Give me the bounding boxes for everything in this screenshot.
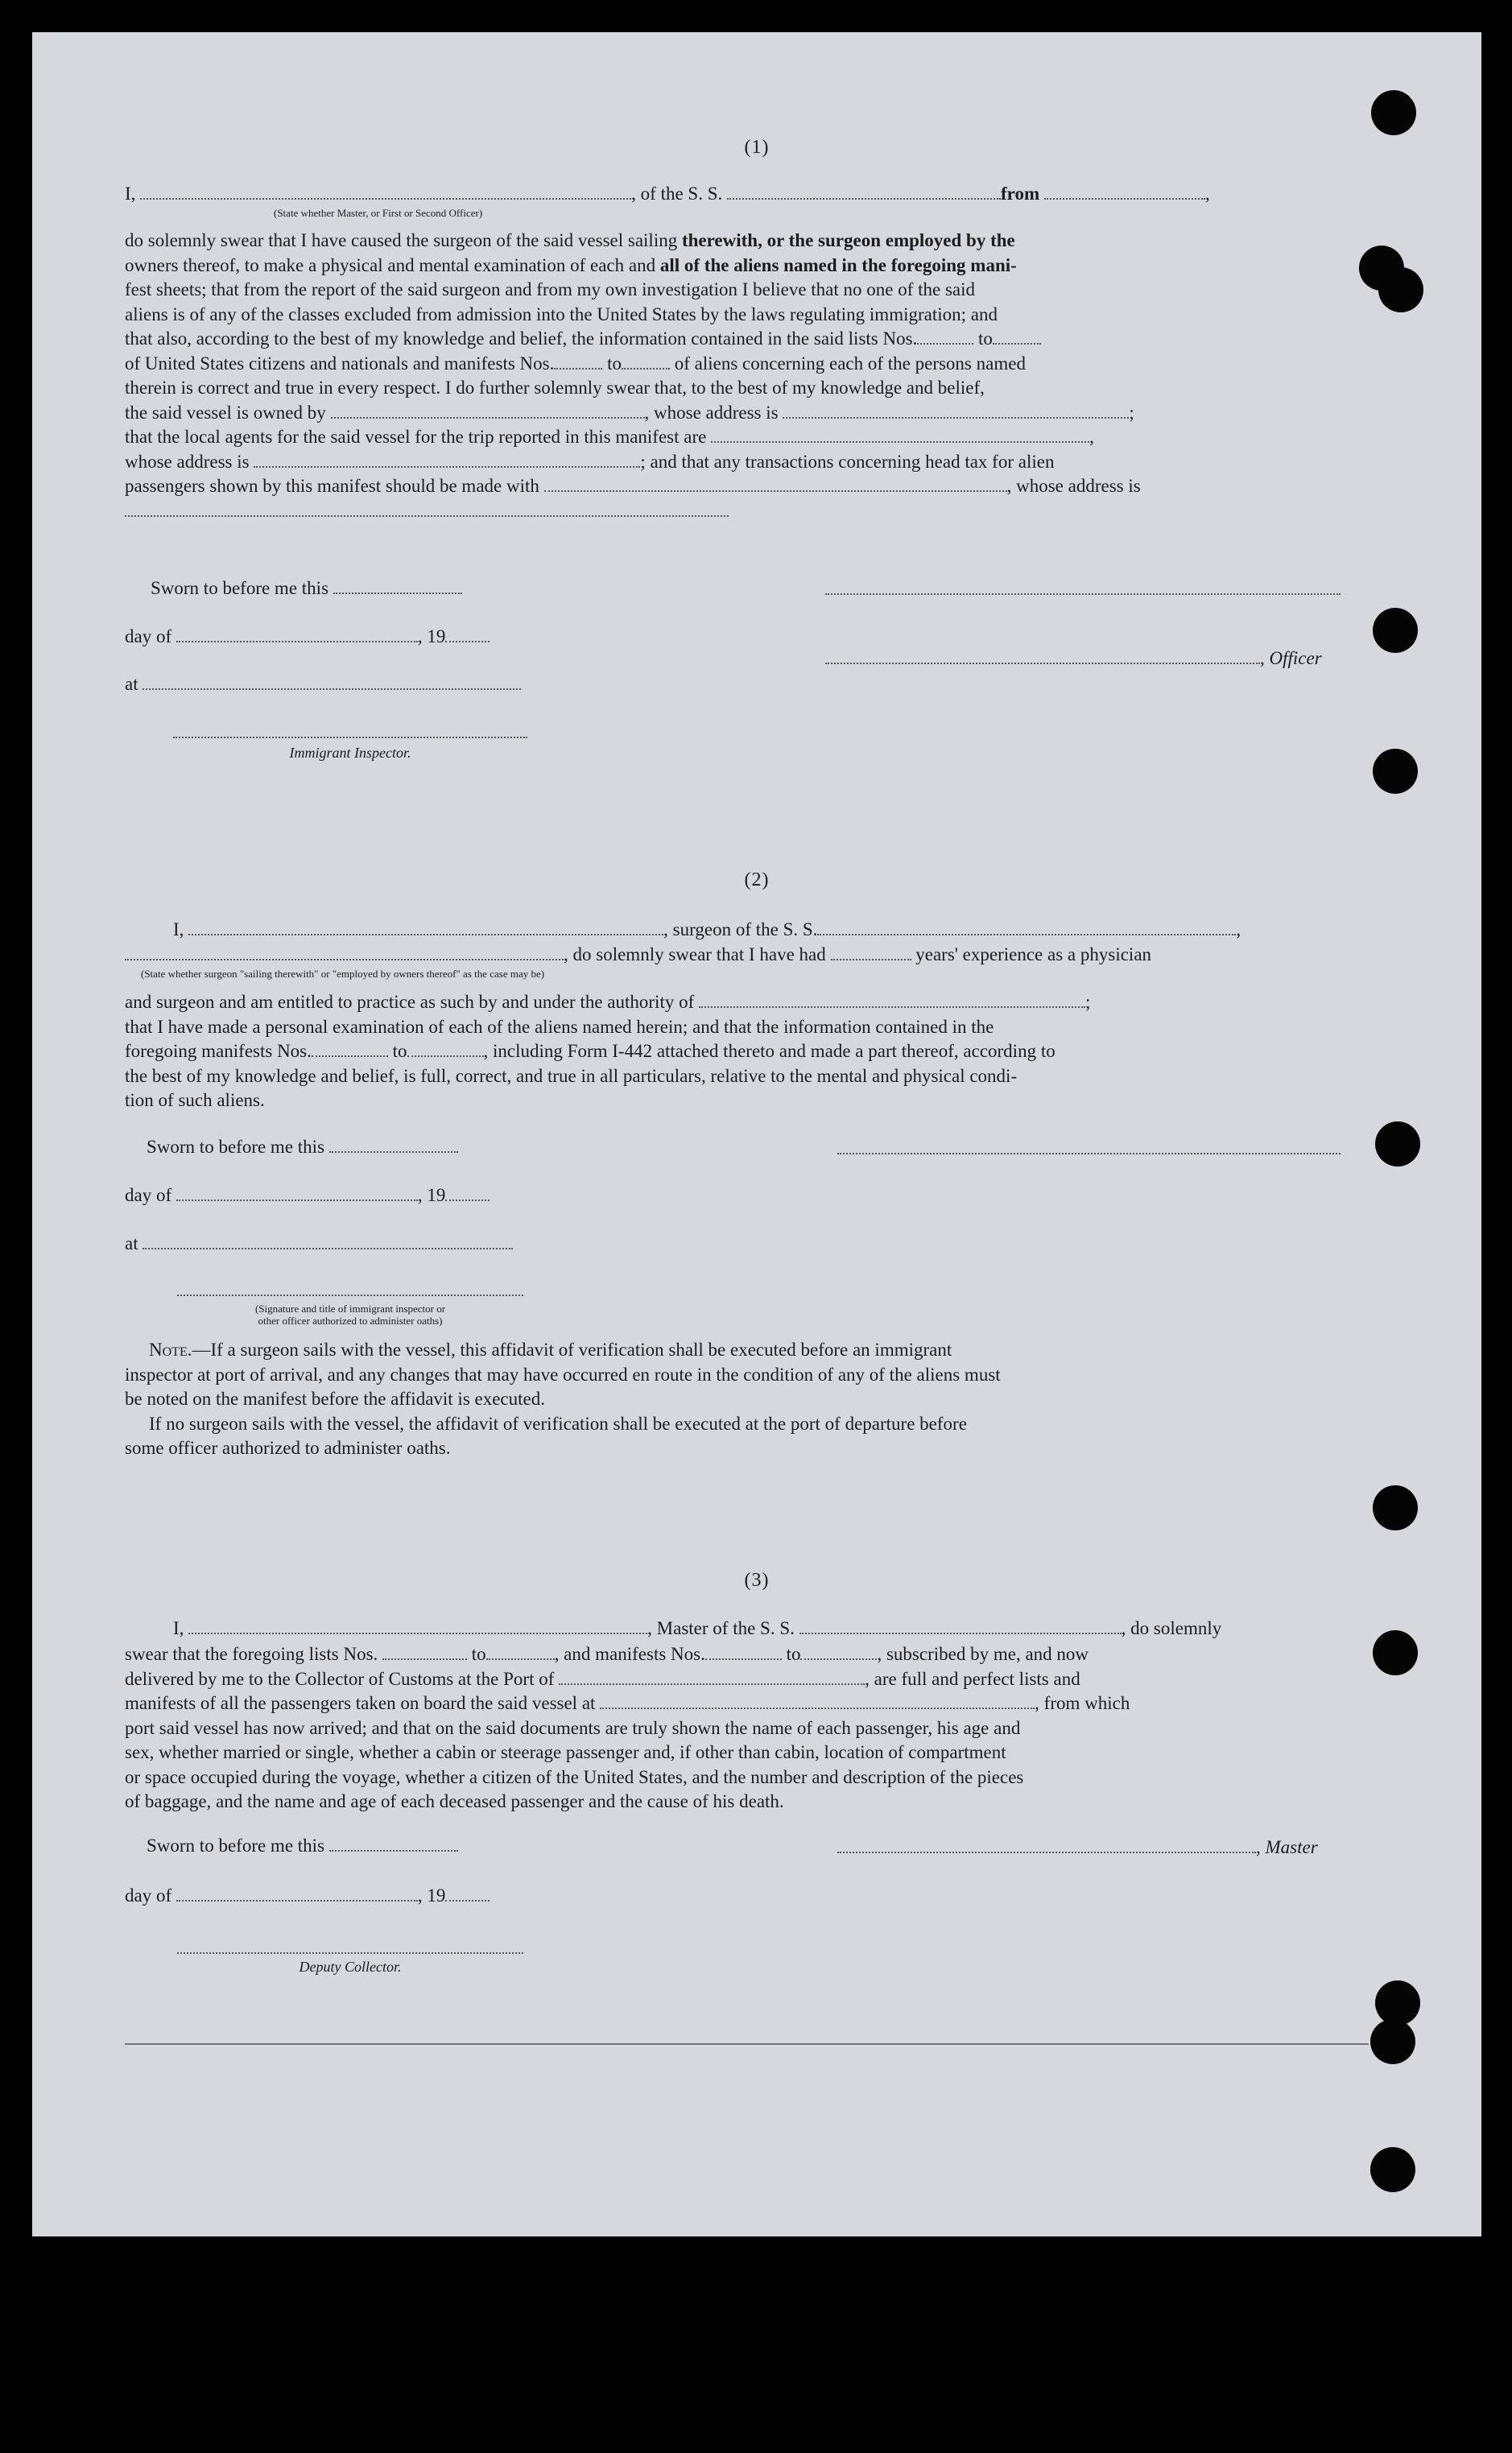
rank-note: (State whether Master, or First or Second Officer) (274, 207, 483, 219)
punch-hole (1370, 2147, 1415, 2192)
from-field[interactable] (1044, 184, 1205, 200)
master-lists-from-field[interactable] (382, 1644, 467, 1660)
authority-field[interactable] (699, 992, 1085, 1008)
place-field-2[interactable] (143, 1233, 513, 1249)
year-field[interactable] (445, 626, 490, 642)
punch-hole (1373, 1485, 1418, 1530)
punch-hole (1375, 1980, 1420, 2026)
punch-hole (1370, 2019, 1415, 2064)
punch-hole (1373, 749, 1418, 794)
manifests-to-field[interactable] (622, 353, 670, 370)
surgeon-name-field[interactable] (188, 919, 663, 935)
place-field[interactable] (143, 674, 521, 690)
collector-signature-line[interactable] (177, 1952, 523, 1954)
signature-line[interactable] (825, 593, 1341, 595)
sworn-day-field-2[interactable] (329, 1137, 458, 1153)
year-field-2[interactable] (445, 1185, 490, 1201)
master-lists-to-field[interactable] (486, 1644, 555, 1660)
section-3-sworn: Sworn to before me this (147, 1836, 458, 1856)
punch-hole (1371, 90, 1416, 135)
section-1-line1: I, , of the S. S. from , (125, 184, 1210, 204)
section-3-master: , Master (837, 1837, 1318, 1858)
section-1-day: day of , 19 (125, 626, 490, 647)
surgeon-signature-line[interactable] (837, 1153, 1341, 1154)
authorized-officer-signature-line[interactable] (177, 1295, 523, 1296)
surgeon-manifests-from-field[interactable] (312, 1041, 388, 1057)
month-field-3[interactable] (176, 1885, 418, 1902)
section-3-number: (3) (744, 1570, 770, 1591)
inspector-signature-line[interactable] (173, 737, 527, 738)
master-vessel-field[interactable] (799, 1618, 1122, 1634)
name-field[interactable] (140, 184, 631, 200)
surgeon-note: (State whether surgeon "sailing therewith" or "employed by owners thereof" as the case may be) (141, 968, 545, 980)
embark-port-field[interactable] (600, 1693, 1035, 1709)
surgeon-manifests-to-field[interactable] (407, 1041, 484, 1057)
manifests-from-field[interactable] (554, 353, 602, 370)
master-name-field[interactable] (188, 1618, 647, 1634)
section-2-body: and surgeon and am entitled to practice as such by and under the authority of ; that I have made a personal examination of each of the aliens named herein; and that the information contained in the foregoing manifests Nos. to , including Form I-442 attached thereto and made a part thereof, according to the best of my knowledge and belief, is full, correct, and true in all particulars, relative to the mental and physical condi- tion of such aliens. (125, 992, 1091, 1110)
section-1-sworn: Sworn to before me this (151, 578, 462, 599)
master-manifests-to-field[interactable] (800, 1644, 877, 1660)
surgeon-type-field[interactable] (125, 944, 564, 960)
sworn-day-field[interactable] (333, 578, 462, 594)
owner-field[interactable] (331, 403, 645, 419)
section-1-body: do solemnly swear that I have caused the surgeon of the said vessel sailing therewith, or the surgeon employed by the owners thereof, to make a physical and mental examination of each and all of the aliens named in the foregoing mani- fest sheets; that from the report of the said surgeon and from my own investigation I believe that no one of the said aliens is of any of the classes excluded from admission into the United States by the laws regulating immigration; and that also, according to the best of my knowledge and belief, the information contained in the said lists Nos. to of United States citizens and nationals and manifests Nos. to of aliens concerning each of the persons named therein is correct and true in every respect. I do further solemnly swear that, to the best of my knowledge and belief, the said vessel is owned by , whose address is ; that the local agents for the said vessel for the trip reported in this manifest are , whose address is ; and that any transactions concerning head tax for alien passengers shown by this manifest should be made with , whose address is (125, 229, 1381, 523)
sworn-day-field-3[interactable] (329, 1836, 458, 1852)
head-tax-address-field[interactable] (125, 501, 729, 517)
section-2-line1: I, , surgeon of the S. S. , (173, 919, 1241, 939)
section-2-sworn: Sworn to before me this (147, 1137, 458, 1158)
bottom-rule (125, 2043, 1369, 2045)
year-field-3[interactable] (445, 1885, 490, 1902)
section-2-day: day of , 19 (125, 1185, 490, 1206)
section-1-number: (1) (744, 137, 770, 158)
surgeon-vessel-field[interactable] (817, 919, 1236, 935)
month-field[interactable] (176, 626, 418, 642)
punch-hole (1373, 608, 1418, 653)
section-3-line1: I, , Master of the S. S. , do solemnly (173, 1618, 1222, 1638)
section-1-officer: , Officer (825, 648, 1322, 669)
lists-from-field[interactable] (917, 328, 973, 345)
section-2-at: at (125, 1233, 513, 1254)
section-3-day: day of , 19 (125, 1885, 490, 1906)
lists-to-field[interactable] (993, 328, 1041, 345)
officer-caption: (Signature and title of immigrant inspector or other officer authorized to administer oaths) (254, 1303, 446, 1327)
vessel-field[interactable] (727, 184, 1001, 200)
officer-field[interactable] (825, 648, 1260, 664)
month-field-2[interactable] (176, 1185, 418, 1201)
head-tax-field[interactable] (544, 476, 1007, 492)
surgeon-note-paragraph: Note.—If a surgeon sails with the vessel, this affidavit of verification shall be executed before an immigrant inspector at port of arrival, and any changes that may have occurred en route in the condition of any of the aliens must be noted on the manifest before the affidavit is executed. If no surgeon sails with the vessel, the affidavit of verification shall be executed at the port of departure before some officer authorized to administer oaths. (125, 1340, 1001, 1458)
owner-address-field[interactable] (783, 403, 1129, 419)
years-field[interactable] (831, 944, 911, 960)
section-1-at: at (125, 674, 521, 695)
section-2-line2: , do solemnly swear that I have had years' experience as a physician (125, 944, 1151, 965)
port-field[interactable] (559, 1669, 865, 1685)
agents-field[interactable] (711, 427, 1089, 443)
section-3-body: swear that the foregoing lists Nos. to , and manifests Nos. to , subscribed by me, and now delivered by me to the Collector of Customs at the Port of , are full and perfect lists and manifests of all the passengers taken on board the said vessel at , from which port said vessel has now arrived; and that on the said documents are truly shown the name of each passenger, his age and sex, whether married or single, whether a cabin or steerage passenger and, if other than cabin, location of compartment or space occupied during the voyage, whether a citizen of the United States, and the number and description of the pieces of baggage, and the name and age of each deceased passenger and the cause of his death. (125, 1644, 1130, 1811)
master-signature-field[interactable] (837, 1837, 1256, 1853)
master-manifests-from-field[interactable] (705, 1644, 782, 1660)
section-2-number: (2) (744, 869, 770, 890)
inspector-caption: Immigrant Inspector. (289, 745, 411, 761)
punch-hole (1375, 1121, 1420, 1167)
form-page (32, 32, 1481, 2236)
collector-caption: Deputy Collector. (299, 1959, 402, 1975)
punch-hole (1378, 267, 1423, 312)
agents-address-field[interactable] (254, 452, 640, 468)
